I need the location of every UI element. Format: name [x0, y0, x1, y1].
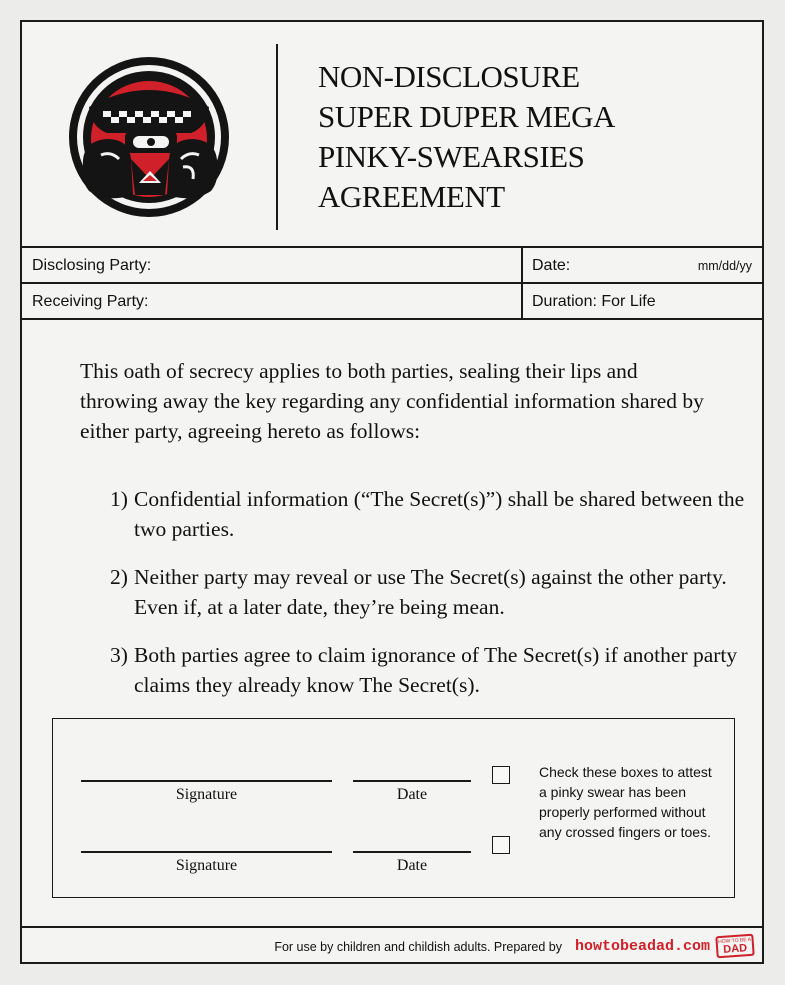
nda-document — [20, 20, 764, 964]
brand-link[interactable]: howtobeadad.com — [574, 938, 710, 955]
clause-2 — [80, 562, 774, 622]
receiving-party-row — [22, 282, 762, 320]
clause-text: Both parties agree to claim ignorance of The Secret(s) if another party claims they already know The Secret(s). — [134, 643, 738, 697]
duration-label: Duration: For Life — [532, 293, 656, 310]
footer-note: For use by children and childish adults. Prepared by — [274, 940, 562, 954]
cell-divider — [521, 248, 523, 282]
signature-label: Signature — [175, 786, 238, 803]
cell-divider — [521, 284, 523, 318]
date-label: Date — [396, 786, 428, 803]
clause-1 — [80, 484, 774, 544]
sealed-lips-logo — [67, 55, 232, 220]
pinky-swear-checkbox-1[interactable] — [492, 766, 510, 784]
date-line-1[interactable] — [353, 780, 471, 782]
agreement-intro: This oath of secrecy applies to both parties, sealing their lips and throwing away the key regarding any confidential information shared by either party, agreeing hereto as follows: — [80, 359, 704, 443]
title-line: NON-DISCLOSURE — [318, 59, 580, 94]
title-line: PINKY-SWEARSIES — [318, 139, 585, 174]
document-footer — [22, 926, 762, 962]
date-line-2[interactable] — [353, 851, 471, 853]
date-format-hint: mm/dd/yy — [697, 259, 752, 273]
clause-3 — [80, 640, 774, 700]
signature-line-1[interactable] — [81, 780, 332, 782]
disclosing-party-label: Disclosing Party: — [32, 257, 152, 274]
clause-number: 1) — [110, 487, 128, 511]
date-label: Date — [396, 857, 428, 874]
clause-number: 2) — [110, 565, 128, 589]
signature-line-2[interactable] — [81, 851, 332, 853]
stamp-small-text: HOW TO BE A — [718, 936, 752, 946]
pinky-swear-checkbox-2[interactable] — [492, 836, 510, 854]
disclosing-party-row — [22, 246, 762, 282]
stamp-big-text: DAD — [722, 942, 748, 956]
document-header — [22, 22, 762, 247]
receiving-party-label: Receiving Party: — [32, 293, 149, 310]
date-field-label: Date: — [532, 257, 571, 274]
header-divider — [276, 44, 278, 230]
clause-text: Confidential information (“The Secret(s)”) shall be shared between the two parties. — [134, 487, 745, 541]
clause-text: Neither party may reveal or use The Secret(s) against the other party. Even if, at a later date, they’re being mean. — [134, 565, 727, 619]
dad-stamp-logo — [715, 934, 754, 959]
checkbox-instructions: Check these boxes to attest a pinky swear has been properly performed without any crossed fingers or toes. — [539, 764, 712, 840]
agreement-body — [80, 356, 745, 697]
clause-number: 3) — [110, 643, 128, 667]
signature-box — [52, 718, 735, 898]
agreement-title — [318, 57, 615, 217]
title-line: SUPER DUPER MEGA — [318, 99, 615, 134]
title-line: AGREEMENT — [318, 179, 505, 214]
signature-label: Signature — [175, 857, 238, 874]
